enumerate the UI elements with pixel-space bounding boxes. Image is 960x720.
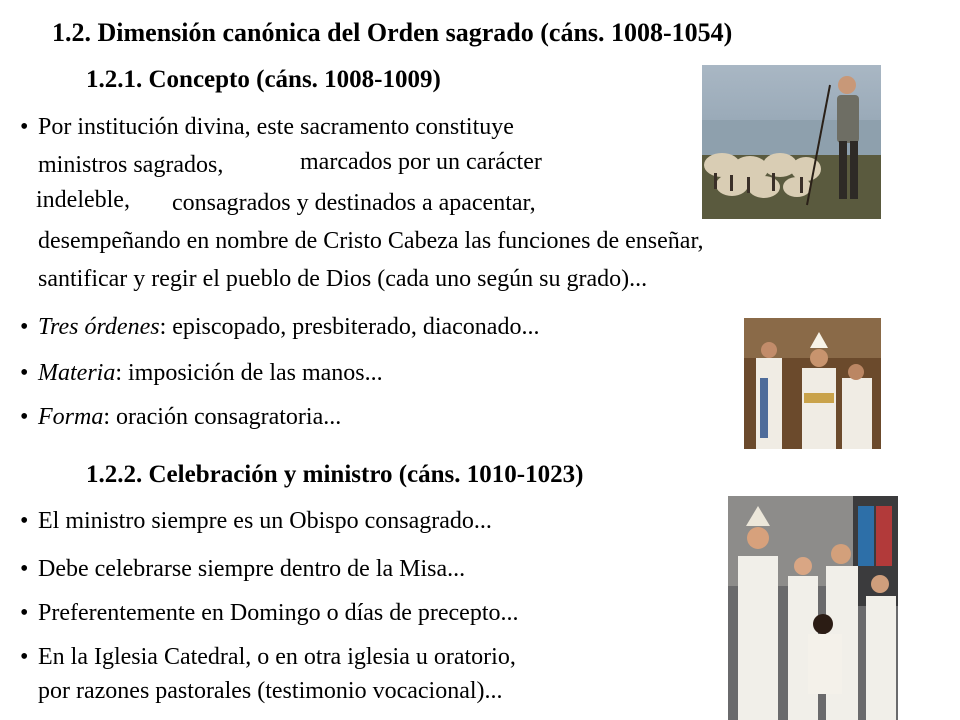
paragraph-line-2b: marcados por un carácter [300,149,542,175]
item-term: Materia [38,360,116,386]
slide-title: 1.2. Dimensión canónica del Orden sagrado (cáns. 1008-1054) [52,18,733,47]
paragraph-line-5: santificar y regir el pueblo de Dios (cada uno según su grado)... [38,266,648,292]
item-text: : episcopado, presbiterado, diaconado... [159,314,540,340]
paragraph-line-3a: indeleble, [36,187,130,213]
paragraph-line-1: Por institución divina, este sacramento constituye [38,114,514,140]
list-item-catedral: En la Iglesia Catedral, o en otra iglesia u oratorio, [38,644,516,670]
bullet-marker: • [20,314,29,340]
bullet-marker: • [20,404,29,430]
bullet-marker: • [20,360,29,386]
list-item-ordenes [38,314,539,341]
section-heading-concepto: 1.2.1. Concepto (cáns. 1008-1009) [86,66,441,93]
cathedral-ordination-photo [728,496,898,720]
bullet-marker: • [20,508,29,534]
list-item-forma [38,404,341,431]
bullet-marker: • [20,644,29,670]
paragraph-line-4: desempeñando en nombre de Cristo Cabeza las funciones de enseñar, [38,228,704,254]
section-heading-celebracion: 1.2.2. Celebración y ministro (cáns. 1010-1023) [86,461,584,488]
paragraph-line-2a: ministros sagrados, [38,152,224,178]
paragraph-line-3b: consagrados y destinados a apacentar, [172,190,536,216]
item-text: : imposición de las manos... [115,360,383,386]
bullet-marker: • [20,556,29,582]
ordination-photo [744,318,881,449]
item-term: Forma [38,404,104,430]
item-text: : oración consagratoria... [103,404,342,430]
list-item-materia [38,360,383,387]
list-item-catedral-continuation: por razones pastorales (testimonio vocacional)... [38,678,503,704]
list-item-misa: Debe celebrarse siempre dentro de la Misa... [38,556,466,582]
item-term: Tres órdenes [38,314,160,340]
list-item-domingo: Preferentemente en Domingo o días de precepto... [38,600,519,626]
bullet-marker: • [20,114,29,140]
bullet-marker: • [20,600,29,626]
list-item-ministro: El ministro siempre es un Obispo consagrado... [38,508,492,534]
shepherd-photo [702,65,881,219]
